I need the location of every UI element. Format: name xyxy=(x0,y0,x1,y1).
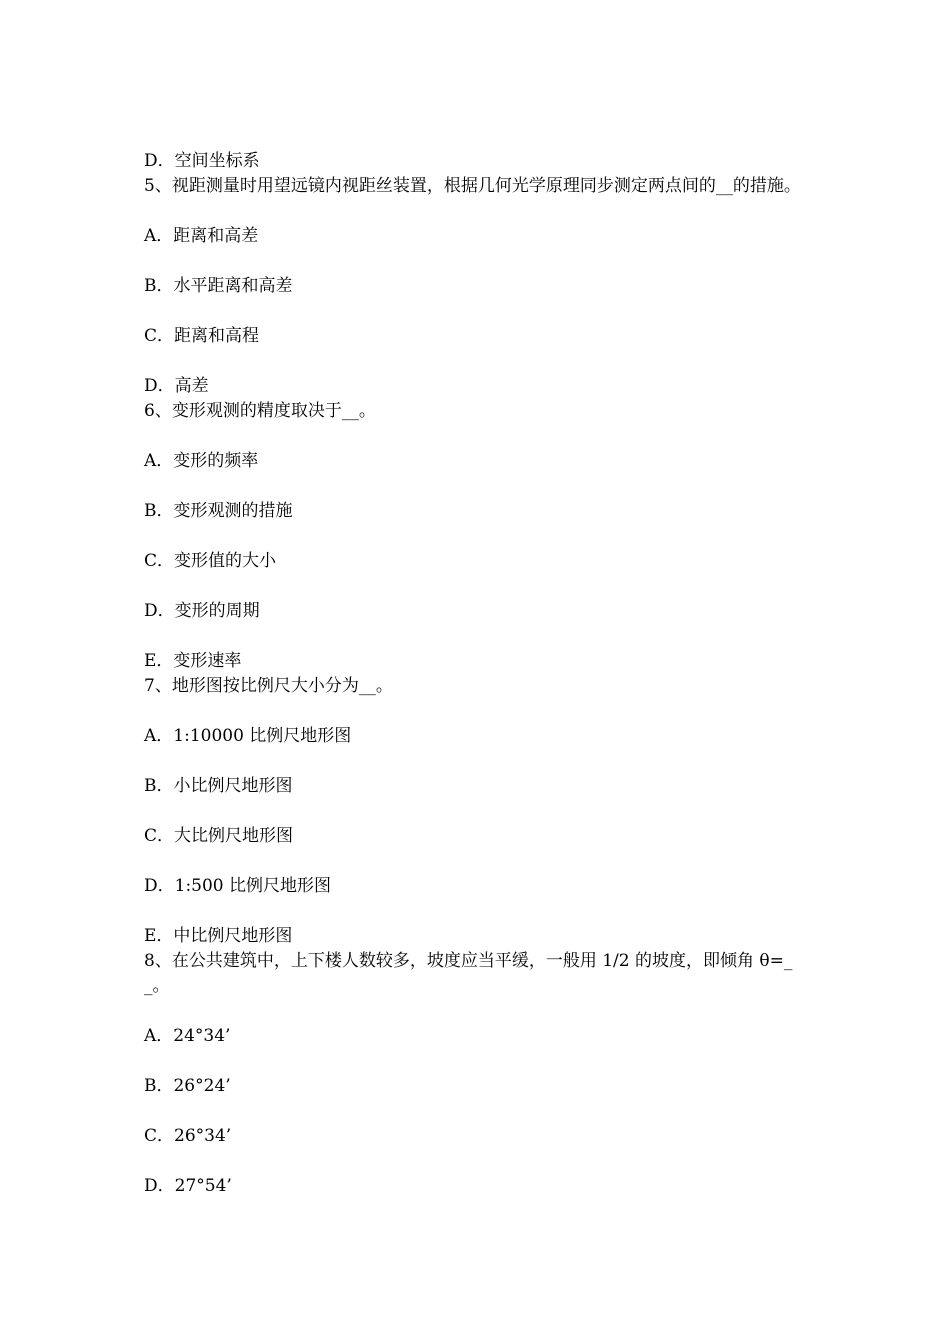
document-page xyxy=(144,149,808,1199)
question-8-option-d: D．27°54’ xyxy=(144,1176,232,1196)
question-6-option-e: E．变形速率 xyxy=(144,651,242,671)
question-8-stem: 8、在公共建筑中，上下楼人数较多，坡度应当平缓，一般用 1/2 的坡度，即倾角 θ=__。 xyxy=(144,951,793,996)
question-6-option-b: B．变形观测的措施 xyxy=(144,501,293,521)
question-7-option-a: A．1:10000 比例尺地形图 xyxy=(144,726,352,746)
question-7-option-e: E．中比例尺地形图 xyxy=(144,926,293,946)
leading-option: D．空间坐标系 xyxy=(144,151,260,171)
question-7-option-d: D．1:500 比例尺地形图 xyxy=(144,876,332,896)
question-5-option-c: C．距离和高程 xyxy=(144,326,260,346)
question-7-stem: 7、地形图按比例尺大小分为__。 xyxy=(144,676,393,696)
question-6-option-c: C．变形值的大小 xyxy=(144,551,277,571)
question-8-option-a: A．24°34’ xyxy=(144,1026,231,1046)
question-8-option-c: C．26°34’ xyxy=(144,1126,232,1146)
question-6-stem: 6、变形观测的精度取决于__。 xyxy=(144,401,376,421)
question-5-option-b: B．水平距离和高差 xyxy=(144,276,293,296)
question-8-option-b: B．26°24’ xyxy=(144,1076,231,1096)
question-6-option-d: D．变形的周期 xyxy=(144,601,260,621)
question-7-option-c: C．大比例尺地形图 xyxy=(144,826,294,846)
question-6-option-a: A．变形的频率 xyxy=(144,451,259,471)
question-7-option-b: B．小比例尺地形图 xyxy=(144,776,293,796)
question-5-option-d: D．高差 xyxy=(144,376,209,396)
question-5-stem: 5、视距测量时用望远镜内视距丝装置，根据几何光学原理同步测定两点间的__的措施。 xyxy=(144,176,801,196)
question-5-option-a: A．距离和高差 xyxy=(144,226,259,246)
